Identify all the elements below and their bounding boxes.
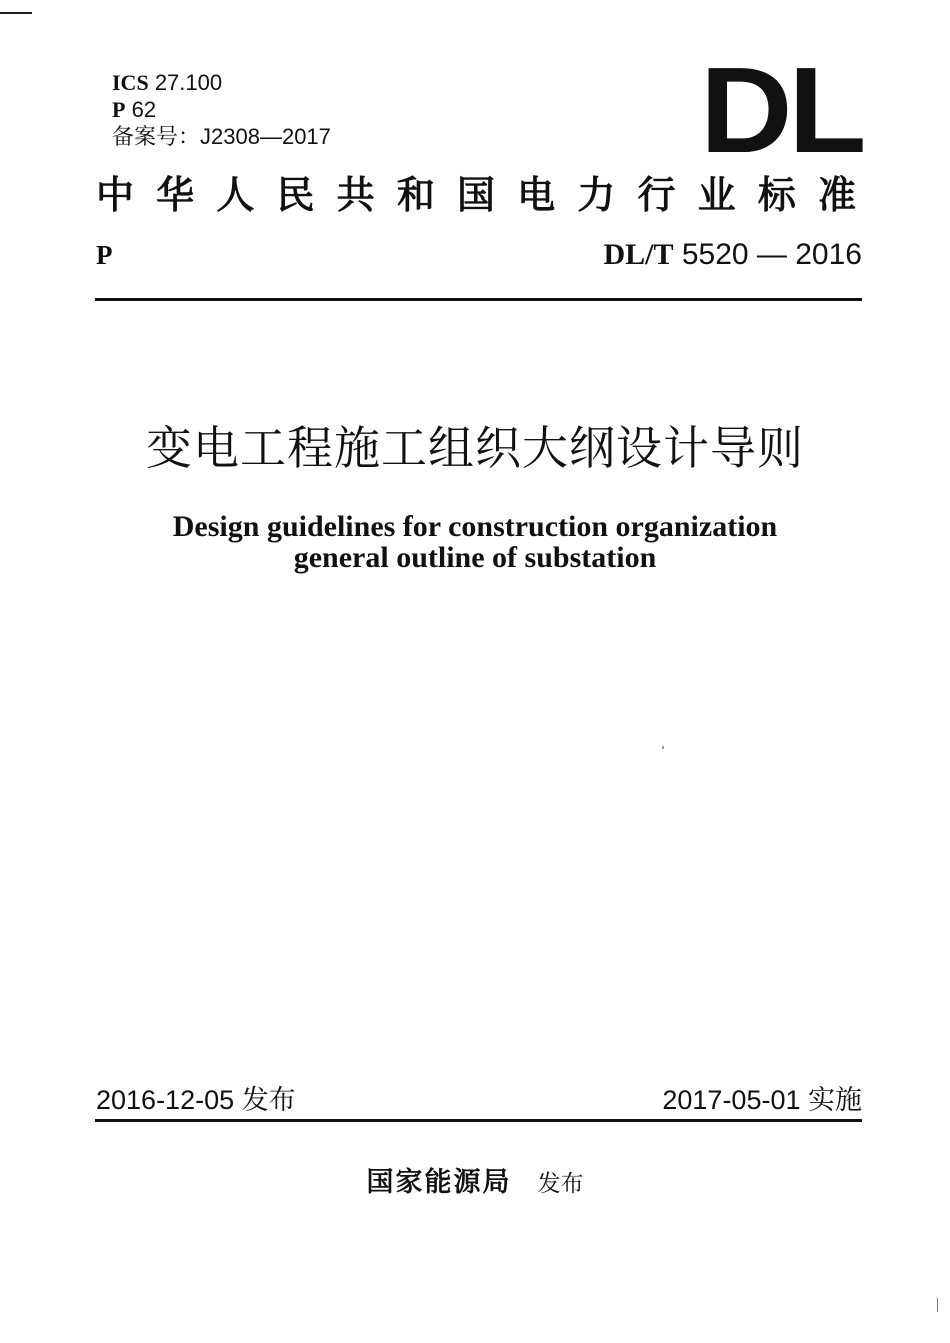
filing-number: J2308—2017 (200, 124, 331, 149)
top-divider (95, 298, 862, 301)
classification-letter: P (96, 240, 113, 270)
issue-date: 2016-12-05 发布 (96, 1085, 296, 1115)
edge-mark (937, 1298, 938, 1312)
effective-date: 2017-05-01 实施 (662, 1085, 862, 1115)
class-code: 62 (131, 97, 157, 122)
corner-mark (0, 12, 32, 14)
issuer-organization: 国家能源局 (366, 1167, 512, 1198)
class-prefix: P (112, 97, 126, 122)
issuer-action: 发布 (537, 1170, 584, 1196)
dl-logo: DL (700, 42, 863, 178)
ics-prefix: ICS (112, 70, 149, 95)
standard-category-title: 中华人民共和国电力行业标准 (96, 172, 860, 217)
filing-line (112, 124, 331, 150)
filing-label: 备案号： (112, 124, 201, 149)
ics-line (112, 70, 222, 96)
standard-code-prefix: DL/T (603, 238, 674, 271)
standard-code-number: 5520 — 2016 (681, 238, 862, 271)
scan-speck (662, 746, 664, 749)
ics-code: 27.100 (154, 70, 223, 95)
issuer-line (0, 1162, 950, 1203)
bottom-divider (95, 1119, 862, 1122)
standard-code (603, 236, 862, 274)
document-title-english-line2: general outline of substation (293, 541, 657, 574)
document-title-chinese: 变电工程施工组织大纲设计导则 (146, 421, 804, 475)
document-title-english-line1: Design guidelines for construction organization (172, 510, 778, 543)
class-code-line (112, 97, 156, 123)
